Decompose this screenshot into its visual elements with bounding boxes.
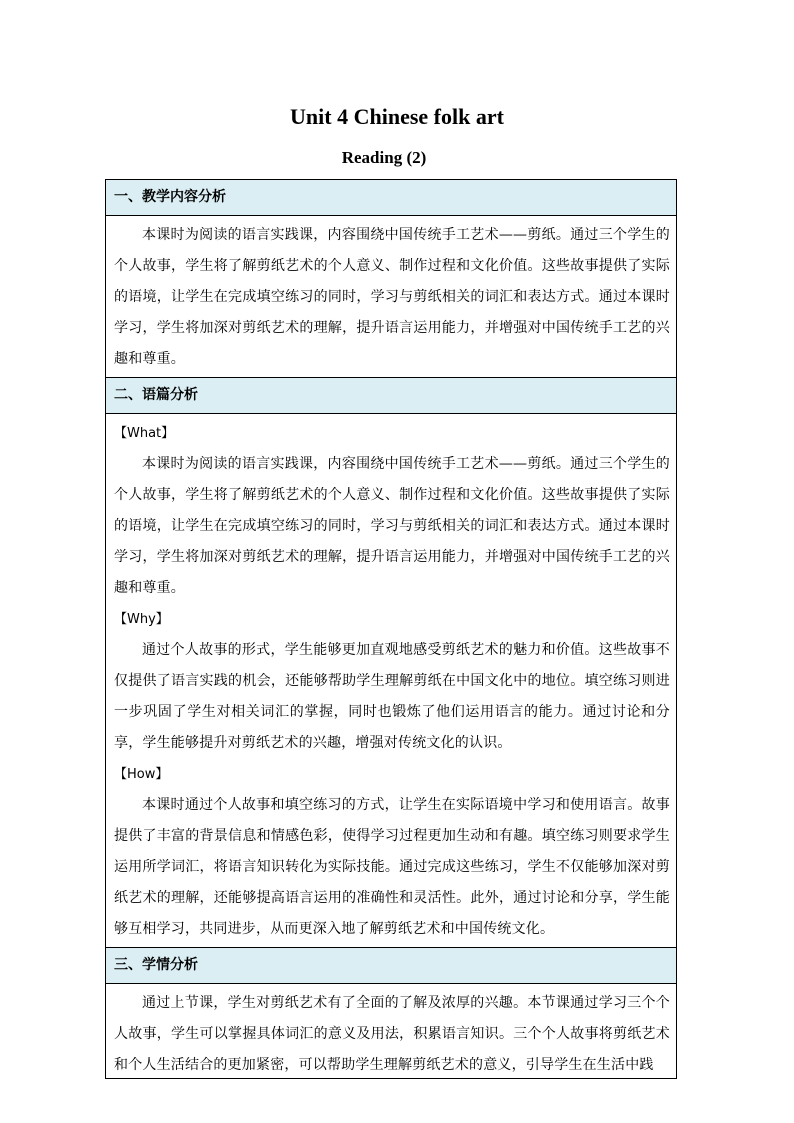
student-analysis-paragraph: 通过上节课，学生对剪纸艺术有了全面的了解及浓厚的兴趣。本节课通过学习三个个人故事，学生可以掌握具体词汇的意义及用法，积累语言知识。三个个人故事将剪纸艺术和个人生活结合的更加紧密，可以帮助学生理解剪纸艺术的意义，引导学生在生活中践 — [114, 995, 670, 1073]
lesson-plan-table — [105, 179, 677, 1079]
what-label: 【What】 — [114, 426, 175, 441]
why-paragraph: 通过个人故事的形式，学生能够更加直观地感受剪纸艺术的魅力和价值。这些故事不仅提供了语言实践的机会，还能够帮助学生理解剪纸在中国文化中的地位。填空练习则进一步巩固了学生对相关词汇的掌握，同时也锻炼了他们运用语言的能力。通过讨论和分享，学生能够提升对剪纸艺术的兴趣，增强对传统文化的认识。 — [114, 642, 670, 751]
how-paragraph: 本课时通过个人故事和填空练习的方式，让学生在实际语境中学习和使用语言。故事提供了丰富的背景信息和情感色彩，使得学习过程更加生动和有趣。填空练习则要求学生运用所学词汇，将语言知识转化为实际技能。通过完成这些练习，学生不仅能够加深对剪纸艺术的理解，还能够提高语言运用的准确性和灵活性。此外，通过讨论和分享，学生能够互相学习，共同进步，从而更深入地了解剪纸艺术和中国传统文化。 — [114, 797, 670, 937]
section-body-content-analysis — [106, 216, 676, 378]
why-label: 【Why】 — [114, 612, 169, 627]
content-analysis-paragraph: 本课时为阅读的语言实践课，内容围绕中国传统手工艺术——剪纸。通过三个学生的个人故事，学生将了解剪纸艺术的个人意义、制作过程和文化价值。这些故事提供了实际的语境，让学生在完成填空练习的同时，学习与剪纸相关的词汇和表达方式。通过本课时学习，学生将加深对剪纸艺术的理解，提升语言运用能力，并增强对中国传统手工艺的兴趣和尊重。 — [114, 227, 670, 367]
section-header-content-analysis: 一、教学内容分析 — [106, 180, 676, 216]
document-subtitle: Reading (2) — [341, 148, 427, 167]
section-body-text-analysis — [106, 414, 676, 948]
what-paragraph: 本课时为阅读的语言实践课，内容围绕中国传统手工艺术——剪纸。通过三个学生的个人故事，学生将了解剪纸艺术的个人意义、制作过程和文化价值。这些故事提供了实际的语境，让学生在完成填空练习的同时，学习与剪纸相关的词汇和表达方式。通过本课时学习，学生将加深对剪纸艺术的理解，提升语言运用能力，并增强对中国传统手工艺的兴趣和尊重。 — [114, 456, 670, 596]
section-header-student-analysis: 三、学情分析 — [106, 948, 676, 984]
section-header-text-analysis: 二、语篇分析 — [106, 378, 676, 414]
document-title: Unit 4 Chinese folk art — [290, 104, 504, 129]
how-label: 【How】 — [114, 767, 169, 782]
section-body-student-analysis — [106, 984, 676, 1078]
